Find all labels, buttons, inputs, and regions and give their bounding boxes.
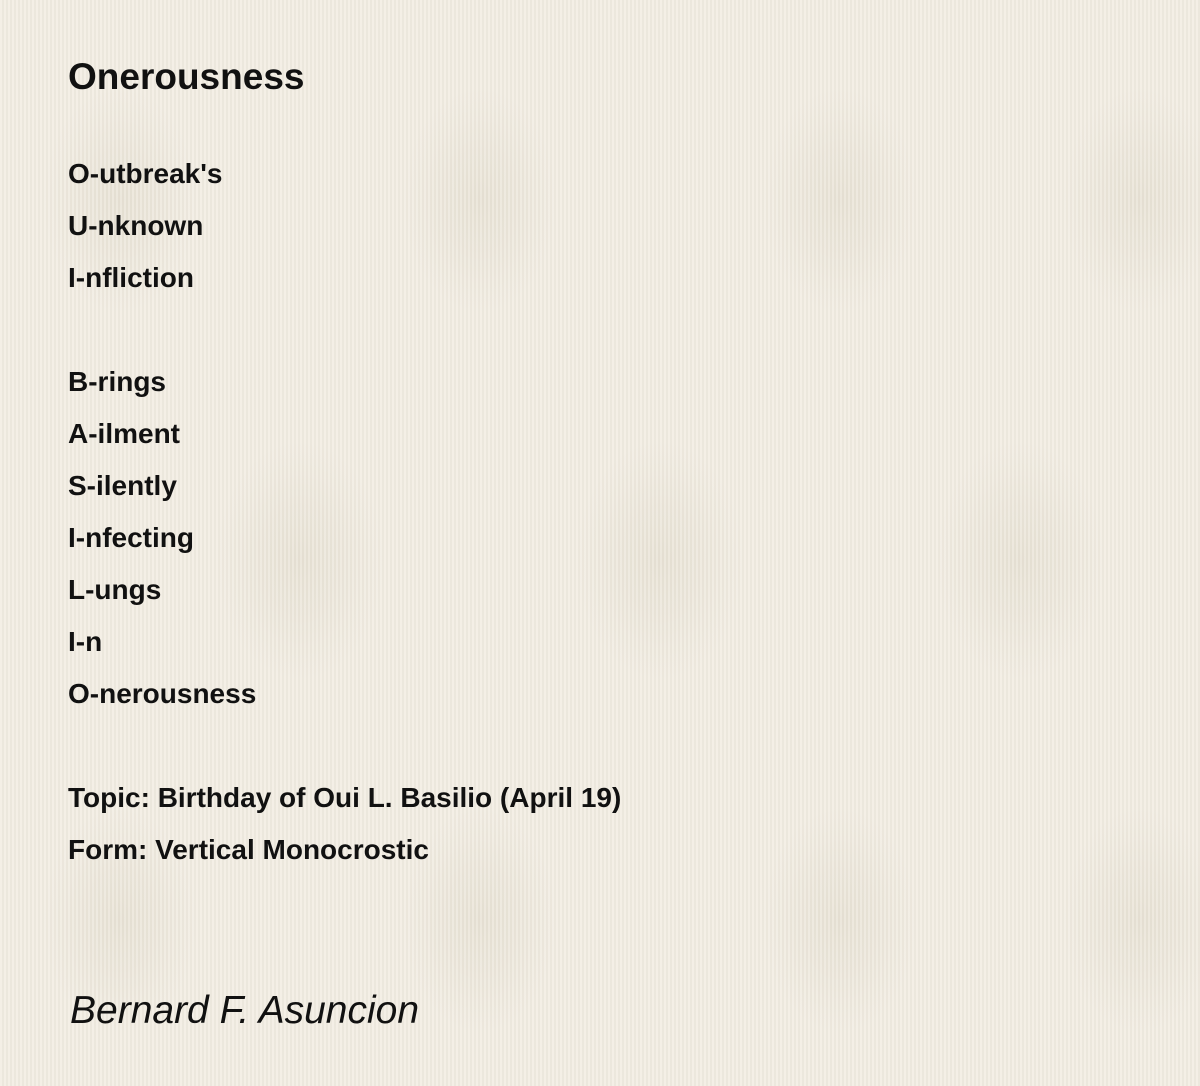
stanza-break [68,720,1148,772]
poem-line: B-rings [68,366,166,397]
poem-line: A-ilment [68,418,180,449]
poem-line: O-utbreak's [68,158,223,189]
stanza-1 [68,148,1148,304]
poem-line: L-ungs [68,574,162,605]
poem-topic: Topic: Birthday of Oui L. Basilio (April 19) [68,782,622,813]
poem-line: I-n [68,626,103,657]
stanza-2 [68,356,1148,720]
poem-form: Form: Vertical Monocrostic [68,834,429,865]
poem-container [68,52,1148,876]
poem-notes [68,772,1148,876]
poem-title: Onerousness [68,56,305,97]
poem-line: U-nknown [68,210,204,241]
poem-line: S-ilently [68,470,177,501]
poem-line: I-nfecting [68,522,194,553]
poem-body [68,148,1148,876]
poem-author: Bernard F. Asuncion [70,989,420,1032]
stanza-break [68,304,1148,356]
poem-line: O-nerousness [68,678,257,709]
poem-line: I-nfliction [68,262,194,293]
